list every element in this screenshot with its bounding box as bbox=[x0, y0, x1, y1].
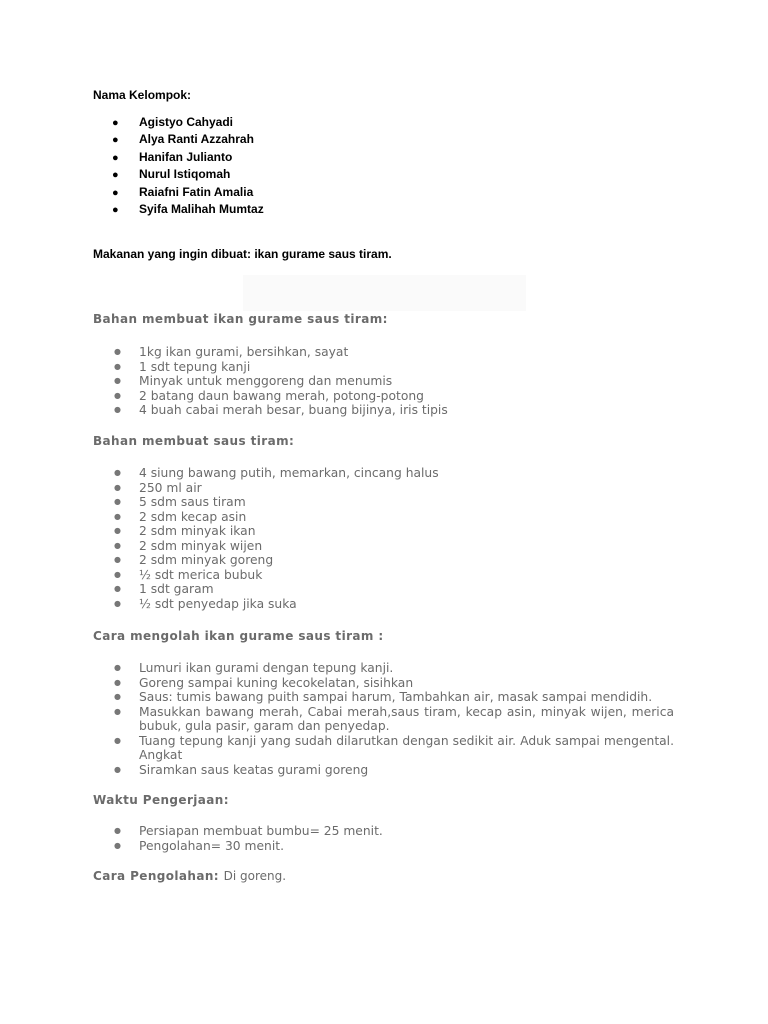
member-list bbox=[112, 114, 264, 218]
steps-list bbox=[114, 661, 674, 777]
member-item: ● Syifa Malihah Mumtaz bbox=[112, 201, 264, 218]
list-item: ● 4 buah cabai merah besar, buang bijinya, iris tipis bbox=[114, 403, 448, 418]
list-item: ● 2 sdm minyak goreng bbox=[114, 553, 439, 568]
member-item: ● Hanifan Julianto bbox=[112, 149, 264, 166]
list-item: ● 2 sdm kecap asin bbox=[114, 510, 439, 525]
bullet-icon: ● bbox=[112, 151, 119, 164]
list-item: ● Lumuri ikan gurami dengan tepung kanji. bbox=[114, 661, 674, 676]
member-item: ● Nurul Istiqomah bbox=[112, 166, 264, 183]
bullet-icon: ● bbox=[112, 169, 119, 182]
list-item: ● 2 sdm minyak wijen bbox=[114, 539, 439, 554]
list-item: ● 2 batang daun bawang merah, potong-potong bbox=[114, 389, 448, 404]
food-statement: Makanan yang ingin dibuat: ikan gurame saus tiram. bbox=[93, 247, 392, 261]
list-item: ● 1kg ikan gurami, bersihkan, sayat bbox=[114, 345, 448, 360]
list-item: ● 1 sdt tepung kanji bbox=[114, 360, 448, 375]
group-title: Nama Kelompok: bbox=[93, 88, 192, 102]
bullet-icon: ● bbox=[112, 117, 119, 129]
list-item: ● Masukkan bawang merah, Cabai merah,saus tiram, kecap asin, minyak wijen, merica bubuk, gula pasir, garam dan penyedap. bbox=[114, 705, 674, 734]
list-item: ● Minyak untuk menggoreng dan menumis bbox=[114, 374, 448, 389]
list-item: ● 4 siung bawang putih, memarkan, cincang halus bbox=[114, 466, 439, 481]
steps-title: Cara mengolah ikan gurame saus tiram : bbox=[93, 629, 384, 643]
image-placeholder bbox=[243, 275, 526, 311]
bullet-icon: ● bbox=[112, 203, 119, 216]
sauce-ingredients-title: Bahan membuat saus tiram: bbox=[93, 434, 295, 448]
list-item: ● Siramkan saus keatas gurami goreng bbox=[114, 763, 674, 778]
time-title: Waktu Pengerjaan: bbox=[93, 793, 229, 807]
list-item: ● ½ sdt penyedap jika suka bbox=[114, 597, 439, 612]
bullet-icon: ● bbox=[112, 134, 119, 147]
list-item: ● 250 ml air bbox=[114, 481, 439, 496]
sauce-ingredients-list bbox=[114, 466, 439, 611]
list-item: ● Pengolahan= 30 menit. bbox=[114, 839, 383, 854]
member-item: ● Raiafni Fatin Amalia bbox=[112, 184, 264, 201]
time-list bbox=[114, 824, 383, 853]
list-item: ● Goreng sampai kuning kecokelatan, sisihkan bbox=[114, 676, 674, 691]
bullet-icon: ● bbox=[112, 186, 119, 199]
method-label: Cara Pengolahan: bbox=[93, 869, 220, 883]
list-item: ● 5 sdm saus tiram bbox=[114, 495, 439, 510]
member-item: ● Alya Ranti Azzahrah bbox=[112, 131, 264, 148]
member-item: ● Agistyo Cahyadi bbox=[112, 114, 264, 131]
list-item: ● 1 sdt garam bbox=[114, 582, 439, 597]
fish-ingredients-title: Bahan membuat ikan gurame saus tiram: bbox=[93, 312, 388, 326]
list-item: ● 2 sdm minyak ikan bbox=[114, 524, 439, 539]
method-value: Di goreng. bbox=[223, 869, 287, 883]
list-item: ● ½ sdt merica bubuk bbox=[114, 568, 439, 583]
method-line bbox=[93, 869, 286, 883]
list-item: ● Saus: tumis bawang puith sampai harum, Tambahkan air, masak sampai mendidih. bbox=[114, 690, 674, 705]
list-item: ● Tuang tepung kanji yang sudah dilarutkan dengan sedikit air. Aduk sampai mengental. Angkat bbox=[114, 734, 674, 763]
fish-ingredients-list bbox=[114, 345, 448, 418]
list-item: ● Persiapan membuat bumbu= 25 menit. bbox=[114, 824, 383, 839]
